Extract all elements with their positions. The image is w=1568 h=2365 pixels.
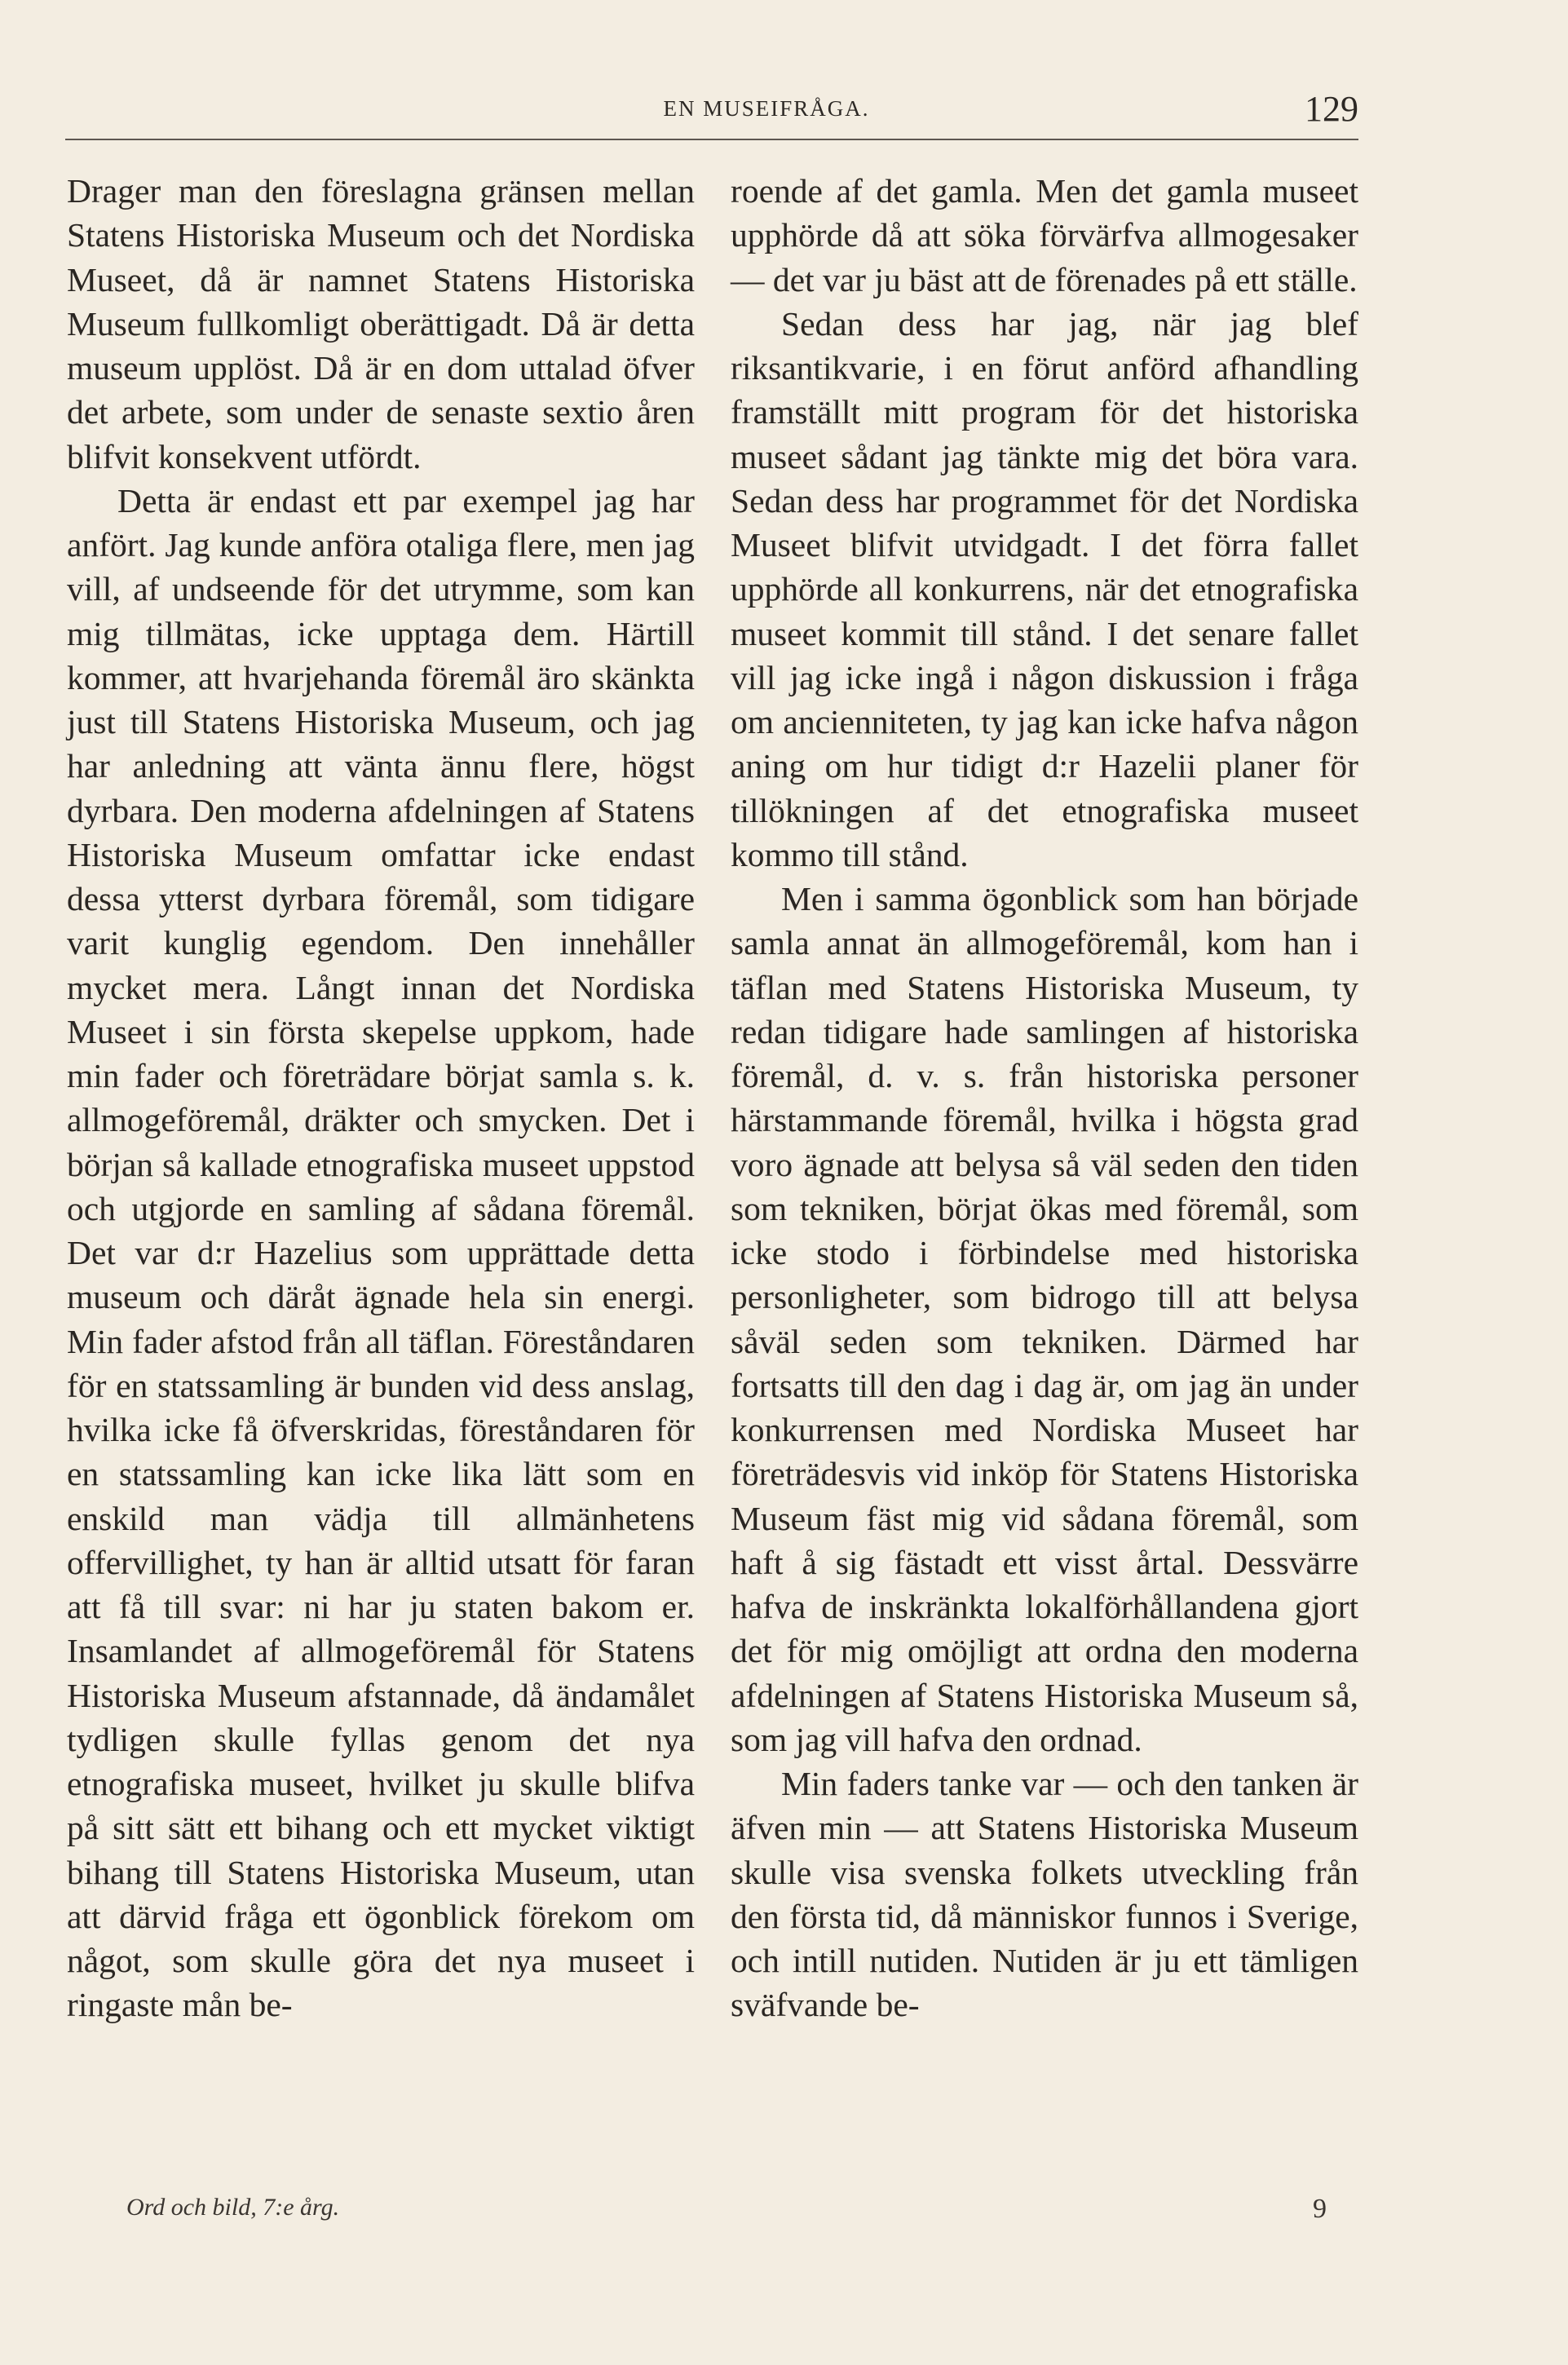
left-column xyxy=(67,169,695,2027)
paragraph: Men i samma ögonblick som han började samla annat än allmogeföremål, kom han i täflan med Statens Historiska Museum, ty redan tidigare hade samlingen af historiska föremål, d. v. s. från historiska personer härstammande föremål, hvilka i högsta grad voro ägnade att belysa så väl seden den tiden som tekniken, börjat ökas med föremål, som icke stodo i förbindelse med historiska personligheter, som bidrogo till att belysa såväl seden som tekniken. Därmed har fortsatts till den dag i dag är, om jag än under konkurrensen med Nordiska Museet har företrädesvis vid inköp för Statens Historiska Museum fäst mig vid sådana föremål, som haft å sig fästadt ett visst årtal. Dessvärre hafva de inskränkta lokalförhållandena gjort det för mig omöjligt att ordna den moderna afdelningen af Statens Historiska Museum så, som jag vill hafva den ordnad. xyxy=(731,880,1358,1758)
journal-footer: Ord och bild, 7:e årg. xyxy=(126,2194,340,2221)
signature-mark: 9 xyxy=(1313,2194,1327,2224)
right-column xyxy=(731,169,1358,2027)
paragraph: Sedan dess har jag, när jag blef riksantikvarie, i en förut anförd afhandling framställt mitt program för det historiska museet sådant jag tänkte mig det böra vara. Sedan dess har programmet för det Nordiska Museet blifvit utvidgadt. I det förra fallet upphörde all konkurrens, när det etnografiska museet kommit till stånd. I det senare fallet vill jag icke ingå i någon diskussion i fråga om ancienniteten, ty jag kan icke hafva någon aning om hur tidigt d:r Hazelii planer för tillökningen af det etnografiska museet kommo till stånd. xyxy=(731,304,1358,873)
paragraph: roende af det gamla. Men det gamla museet upphörde då att söka förvärfva allmogesaker — det var ju bäst att de förenades på ett ställe. xyxy=(731,172,1358,298)
running-head xyxy=(65,91,1358,140)
paragraph: Min faders tanke var — och den tanken är äfven min — att Statens Historiska Museum skulle visa svenska folkets utveckling från den första tid, då människor funnos i Sverige, och intill nutiden. Nutiden är ju ett tämligen sväfvande be- xyxy=(731,1765,1358,2024)
running-title: EN MUSEIFRÅGA. xyxy=(663,96,870,121)
header-rule xyxy=(65,139,1358,140)
paragraph: Drager man den föreslagna gränsen mellan Statens Historiska Museum och det Nordiska Museet, då är namnet Statens Historiska Museum fullkomligt oberättigadt. Då är detta museum upplöst. Då är en dom uttalad öfver det arbete, som under de senaste sextio åren blifvit konsekvent utfördt. xyxy=(67,172,695,475)
page-number: 129 xyxy=(1305,89,1358,129)
paragraph: Detta är endast ett par exempel jag har anfört. Jag kunde anföra otaliga flere, men jag vill, af undseende för det utrymme, som kan mig tillmätas, icke upptaga dem. Härtill kommer, att hvarjehanda föremål äro skänkta just till Statens Historiska Museum, och jag har anledning att vänta ännu flere, högst dyrbara. Den moderna afdelningen af Statens Historiska Museum omfattar icke endast dessa ytterst dyrbara föremål, som tidigare varit kunglig egendom. Den innehåller mycket mera. Långt innan det Nordiska Museet i sin första skepelse uppkom, hade min fader och företrädare börjat samla s. k. allmogeföremål, dräkter och smycken. Det i början så kallade etnografiska museet uppstod och utgjorde en samling af sådana föremål. Det var d:r Hazelius som upprättade detta museum och däråt ägnade hela sin energi. Min fader afstod från all täflan. Föreståndaren för en statssamling är bunden vid dess anslag, hvilka icke få öfverskridas, föreståndaren för en statssamling kan icke lika lätt som en enskild man vädja till allmänhetens offervillighet, ty han är alltid utsatt för faran att få till svar: ni har ju staten bakom er. Insamlandet af allmogeföremål för Statens Historiska Museum afstannade, då ändamålet tydligen skulle fyllas genom det nya etnografiska museet, hvilket ju skulle blifva på sitt sätt ett bihang och ett mycket viktigt bihang till Statens Historiska Museum, utan att därvid fråga ett ögonblick förekom om något, som skulle göra det nya museet i ringaste mån be- xyxy=(67,481,695,2024)
